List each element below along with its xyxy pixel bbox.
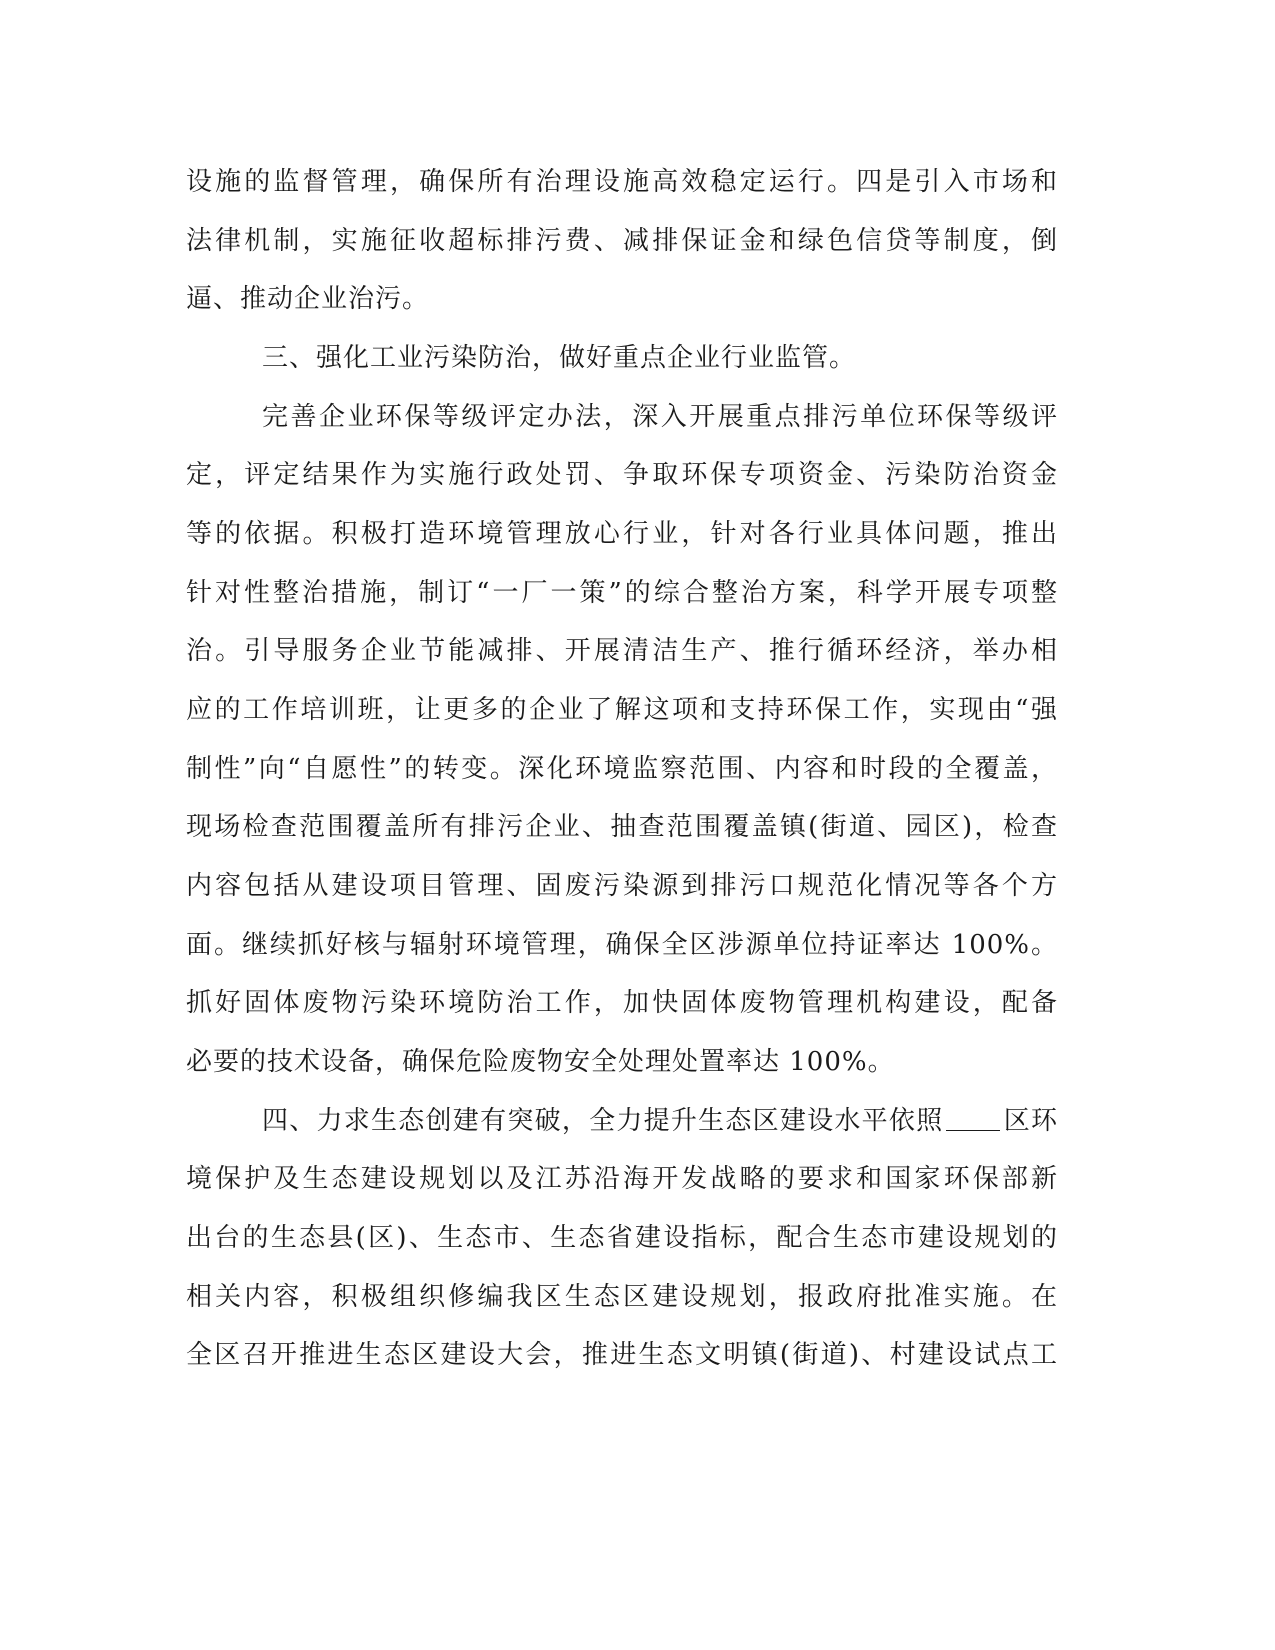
body-text-line: 定，评定结果作为实施行政处罚、争取环保专项资金、污染防治资金	[186, 460, 1058, 490]
body-text-line: 面。继续抓好核与辐射环境管理，确保全区涉源单位持证率达 100%。	[186, 930, 1058, 960]
body-text-line: 应的工作培训班，让更多的企业了解这项和支持环保工作，实现由“强	[186, 695, 1058, 725]
body-text-line: 相关内容，积极组织修编我区生态区建设规划，报政府批准实施。在	[186, 1282, 1058, 1312]
body-text-line: 必要的技术设备，确保危险废物安全处理处置率达 100%。	[186, 1047, 895, 1077]
section-heading-line	[262, 1092, 1058, 1151]
body-text-line: 全区召开推进生态区建设大会，推进生态文明镇(街道)、村建设试点工	[186, 1340, 1058, 1370]
body-text-line: 境保护及生态建设规划以及江苏沿海开发战略的要求和国家环保部新	[186, 1164, 1058, 1194]
body-text-line: 出台的生态县(区)、生态市、生态省建设指标，配合生态市建设规划的	[186, 1223, 1058, 1253]
body-text-line: 逼、推动企业治污。	[186, 284, 430, 314]
body-text-line: 完善企业环保等级评定办法，深入开展重点排污单位环保等级评	[262, 402, 1058, 432]
body-text-line: 等的依据。积极打造环境管理放心行业，针对各行业具体问题，推出	[186, 519, 1058, 549]
body-text-line: 抓好固体废物污染环境防治工作，加快固体废物管理机构建设，配备	[186, 988, 1058, 1018]
body-text-line: 治。引导服务企业节能减排、开展清洁生产、推行循环经济，举办相	[186, 636, 1058, 666]
section-heading: 三、强化工业污染防治，做好重点企业行业监管。	[262, 343, 857, 373]
body-text-line: 现场检查范围覆盖所有排污企业、抽查范围覆盖镇(街道、园区)，检查	[186, 812, 1058, 842]
body-text-line: 内容包括从建设项目管理、固废污染源到排污口规范化情况等各个方	[186, 871, 1058, 901]
section-heading-text: 四、力求生态创建有突破，全力提升生态区建设水平依照	[262, 1106, 944, 1136]
section-heading-text-tail: 区环	[1003, 1106, 1058, 1136]
blank-underline	[946, 1106, 1000, 1131]
body-text-line: 法律机制，实施征收超标排污费、减排保证金和绿色信贷等制度，倒	[186, 226, 1058, 256]
body-text-line: 针对性整治措施，制订“一厂一策”的综合整治方案，科学开展专项整	[186, 578, 1058, 608]
body-text-line: 设施的监督管理，确保所有治理设施高效稳定运行。四是引入市场和	[186, 167, 1058, 197]
body-text-line: 制性”向“自愿性”的转变。深化环境监察范围、内容和时段的全覆盖，	[186, 754, 1058, 784]
